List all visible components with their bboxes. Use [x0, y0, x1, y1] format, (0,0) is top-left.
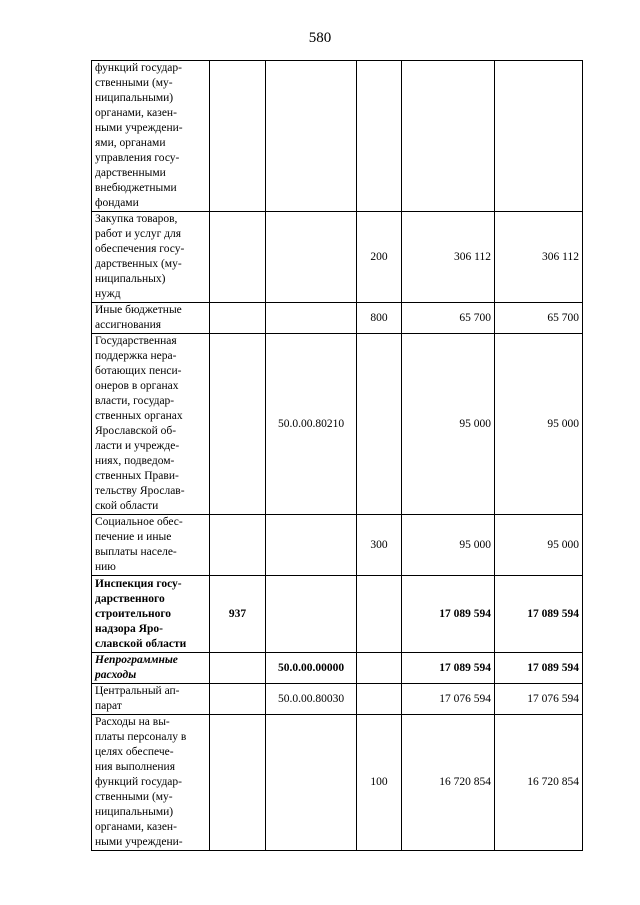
sum-year-1: 17 076 594 [402, 684, 495, 715]
dept-code [210, 61, 266, 212]
expense-type: 100 [357, 715, 402, 851]
dept-code [210, 334, 266, 515]
sum-year-1 [402, 61, 495, 212]
sum-year-2: 17 089 594 [495, 653, 583, 684]
sum-year-1: 16 720 854 [402, 715, 495, 851]
sum-year-2: 17 076 594 [495, 684, 583, 715]
sum-year-2: 95 000 [495, 334, 583, 515]
sum-year-1: 95 000 [402, 334, 495, 515]
item-name: Расходы на вы- платы персоналу в целях обеспече- ния выполнения функций государ- ственными (му- ниципальными) органами, казен- ными учреждени- [92, 715, 210, 851]
item-name: Иные бюджетные ассигнования [92, 303, 210, 334]
dept-code [210, 303, 266, 334]
table-row [92, 653, 583, 684]
item-name: Закупка товаров, работ и услуг для обеспечения госу- дарственных (му- ниципальных) нужд [92, 212, 210, 303]
target-article [266, 576, 357, 653]
expense-type [357, 653, 402, 684]
target-article [266, 303, 357, 334]
expense-type [357, 61, 402, 212]
table-row [92, 303, 583, 334]
sum-year-1: 65 700 [402, 303, 495, 334]
dept-code [210, 715, 266, 851]
expense-type [357, 334, 402, 515]
sum-year-2: 95 000 [495, 515, 583, 576]
item-name: Социальное обес- печение и иные выплаты населе- нию [92, 515, 210, 576]
budget-table [91, 60, 583, 851]
target-article: 50.0.00.80210 [266, 334, 357, 515]
sum-year-1: 17 089 594 [402, 576, 495, 653]
expense-type: 800 [357, 303, 402, 334]
expense-type: 200 [357, 212, 402, 303]
sum-year-2 [495, 61, 583, 212]
sum-year-1: 17 089 594 [402, 653, 495, 684]
dept-code [210, 212, 266, 303]
target-article: 50.0.00.80030 [266, 684, 357, 715]
item-name: Непрограммные расходы [92, 653, 210, 684]
item-name: функций государ- ственными (му- ниципальными) органами, казен- ными учреждени- ями, органами управления госу- дарственными внебюджетными фондами [92, 61, 210, 212]
sum-year-1: 306 112 [402, 212, 495, 303]
dept-code: 937 [210, 576, 266, 653]
expense-type [357, 684, 402, 715]
table-row [92, 576, 583, 653]
target-article [266, 515, 357, 576]
sum-year-2: 65 700 [495, 303, 583, 334]
table-row [92, 515, 583, 576]
target-article: 50.0.00.00000 [266, 653, 357, 684]
expense-type [357, 576, 402, 653]
dept-code [210, 684, 266, 715]
dept-code [210, 653, 266, 684]
sum-year-2: 16 720 854 [495, 715, 583, 851]
item-name: Инспекция госу- дарственного строительного надзора Яро- славской области [92, 576, 210, 653]
sum-year-2: 306 112 [495, 212, 583, 303]
item-name: Центральный ап- парат [92, 684, 210, 715]
expense-type: 300 [357, 515, 402, 576]
table-row [92, 212, 583, 303]
target-article [266, 212, 357, 303]
item-name: Государственная поддержка нера- ботающих пенси- онеров в органах власти, государ- ственных органах Ярославской об- ласти и учрежде- ниях, подведом- ственных Прави- тельству Ярослав- ской области [92, 334, 210, 515]
sum-year-1: 95 000 [402, 515, 495, 576]
page-number: 580 [308, 30, 332, 46]
table-row [92, 61, 583, 212]
target-article [266, 715, 357, 851]
dept-code [210, 515, 266, 576]
target-article [266, 61, 357, 212]
table-row [92, 684, 583, 715]
table-row [92, 334, 583, 515]
sum-year-2: 17 089 594 [495, 576, 583, 653]
table-row [92, 715, 583, 851]
